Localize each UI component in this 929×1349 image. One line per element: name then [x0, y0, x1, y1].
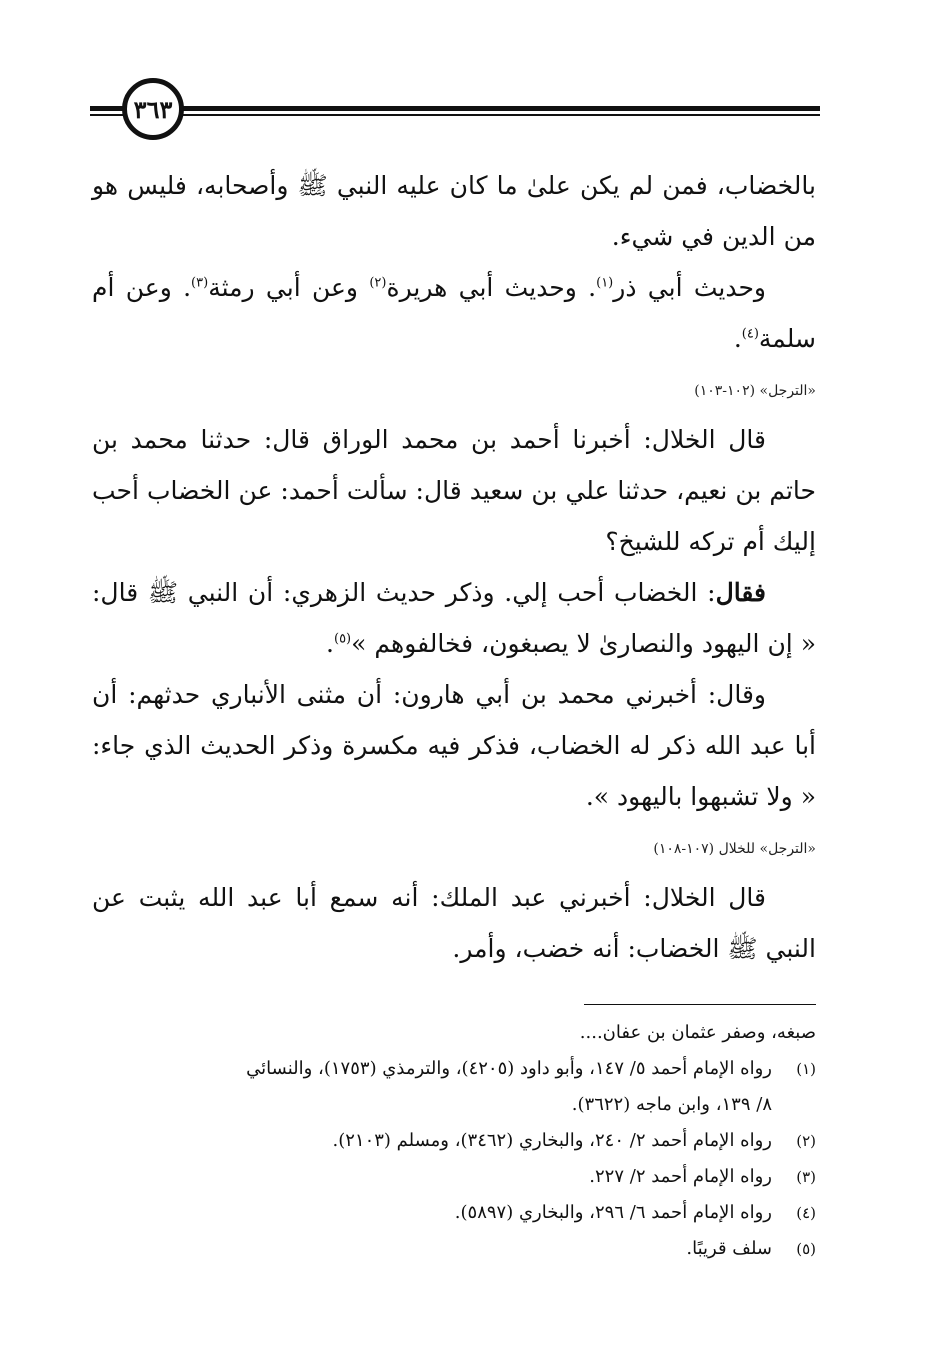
footnote-ref-1[interactable]: (١) — [596, 275, 614, 291]
header-rule-thick — [90, 106, 820, 111]
page-header — [90, 74, 820, 144]
footnote-text: رواه الإمام أحمد ٥/ ١٤٧، وأبو داود (٤٢٠٥)، والترمذي (١٧٥٣)، والنسائي — [246, 1058, 772, 1079]
footnote-3 — [92, 1159, 816, 1195]
header-rule-thin — [90, 114, 820, 116]
paragraph-5: وقال: أخبرني محمد بن أبي هارون: أن مثنى الأنباري حدثهم: أن أبا عبد الله ذكر له الخضاب، فذكر فيه مكسرة وذكر الحديث الذي جاء: « ولا تشبهوا باليهود ». — [92, 680, 816, 811]
footnote-number: (١) — [796, 1060, 816, 1078]
footnote-number: (٤) — [796, 1204, 816, 1222]
page-number-badge — [122, 78, 184, 140]
footnote-carryover: صبغه، وصفر عثمان بن عفان.... — [579, 1022, 816, 1043]
text-run: . وحديث أبي هريرة — [386, 273, 597, 302]
footnote-text: رواه الإمام أحمد ٢/ ٢٤٠، والبخاري (٣٤٦٢)، ومسلم (٢١٠٣). — [332, 1130, 772, 1151]
footnote-ref-2[interactable]: (٢) — [369, 275, 387, 291]
text-run: . — [326, 629, 334, 658]
footnote-2 — [92, 1123, 816, 1159]
footnotes — [92, 1015, 816, 1267]
footnote-ref-3[interactable]: (٣) — [191, 275, 209, 291]
footnote-text: رواه الإمام أحمد ٢/ ٢٢٧. — [589, 1166, 772, 1187]
text-run: : الخضاب أحب إلي. وذكر حديث الزهري: أن النبي ﷺ قال: « إن اليهود والنصارىٰ لا يصبغون، فخالفوهم » — [92, 578, 816, 658]
footnote-1 — [92, 1051, 816, 1087]
main-text — [92, 160, 816, 1267]
paragraph-4 — [92, 567, 816, 669]
footnote-number: (٣) — [796, 1168, 816, 1186]
footnote-1-continuation: ٨/ ١٣٩، وابن ماجه (٣٦٢٢). — [571, 1094, 772, 1115]
footnote-5 — [92, 1231, 816, 1267]
footnote-ref-4[interactable]: (٤) — [741, 326, 759, 342]
page-number: ٣٦٣ — [133, 94, 173, 124]
text-run: . وعن أم سلمة — [92, 273, 816, 353]
paragraph-1: بالخضاب، فمن لم يكن علىٰ ما كان عليه النبي ﷺ وأصحابه، فليس هو من الدين في شيء. — [92, 171, 816, 251]
paragraph-2 — [92, 262, 816, 364]
footnote-number: (٢) — [796, 1132, 816, 1150]
source-reference-1: «الترجل» (١٠٢-١٠٣) — [694, 383, 816, 399]
text-run: وعن أبي رمثة — [208, 273, 370, 302]
footnote-4 — [92, 1195, 816, 1231]
text-run: . — [733, 324, 742, 353]
footnote-number: (٥) — [796, 1240, 816, 1258]
paragraph-6: قال الخلال: أخبرني عبد الملك: أنه سمع أبا عبد الله يثبت عن النبي ﷺ الخضاب: أنه خضب، وأمر. — [92, 883, 816, 963]
text-run: وحديث أبي ذر — [613, 273, 766, 302]
footnote-text: رواه الإمام أحمد ٦/ ٢٩٦، والبخاري (٥٨٩٧). — [454, 1202, 772, 1223]
source-reference-2: «الترجل» للخلال (١٠٧-١٠٨) — [653, 841, 816, 857]
paragraph-3: قال الخلال: أخبرنا أحمد بن محمد الوراق قال: حدثنا محمد بن حاتم بن نعيم، حدثنا علي بن سعيد قال: سألت أحمد: عن الخضاب أحب إليك أم تركه للشيخ؟ — [92, 425, 816, 556]
footnote-separator — [584, 1004, 816, 1005]
footnote-text: سلف قريبًا. — [686, 1238, 772, 1259]
footnote-ref-5[interactable]: (٥) — [333, 631, 352, 647]
bold-word: فقال — [715, 578, 766, 607]
